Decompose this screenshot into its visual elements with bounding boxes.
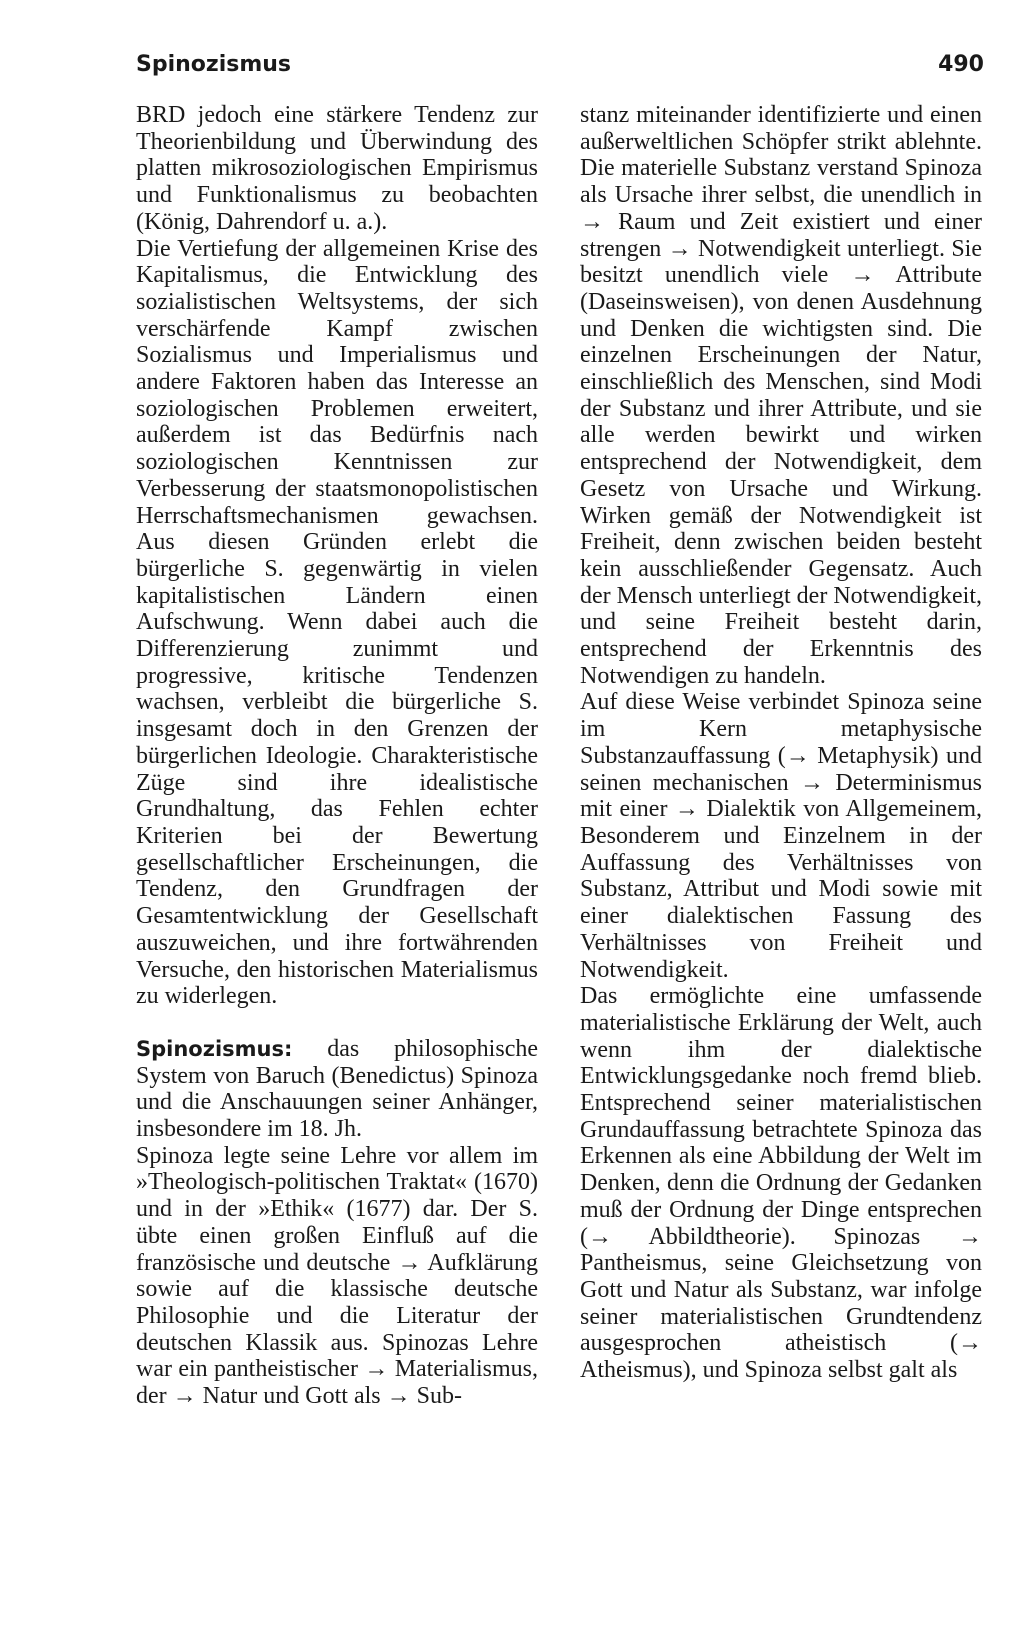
paragraph-continuation: BRD jedoch eine stärkere Tendenz zur Theorienbildung und Überwindung des platten mikrosoziologischen Empirismus und Funktionalismus zu beobachten (König, Dahrendorf u. a.). <box>136 102 538 235</box>
right-column <box>580 102 982 1384</box>
paragraph-spinoza-works: Spinoza legte seine Lehre vor allem im »Theologisch-politischen Traktat« (1670) und in der »Ethik« (1677) dar. Der S. übte einen großen Einfluß auf die französische und deutsche → Aufklärung sowie auf die klassische deutsche Philosophie und die Literatur der deutschen Klassik aus. Spinozas Lehre war ein pantheistischer → Materialismus, der → Natur und Gott als → Sub- <box>136 1142 538 1410</box>
entry-definition: das philosophische System von Baruch (Benedictus) Spinoza und die Anschauungen seiner Anhänger, insbesondere im 18. Jh. <box>136 1035 538 1143</box>
running-header <box>136 52 984 84</box>
entry-spinozismus <box>136 1036 538 1143</box>
entry-lemma: Spinozismus: <box>136 1036 293 1061</box>
page-number: 490 <box>938 52 984 77</box>
paragraph-materialism: Das ermöglichte eine umfassende materialistische Erklärung der Welt, auch wenn ihm der dialektische Entwicklungsgedanke noch fremd blieb. Entsprechend seiner materialistischen Grundauffassung betrachtete Spinoza das Erkennen als eine Abbildung der Welt im Denken, denn die Ordnung der Gedanken muß der Ordnung der Dinge entsprechen (→ Abbildtheorie). Spinozas → Pantheismus, seine Gleichsetzung von Gott und Natur als Substanz, war infolge seiner materialistischen Grundtendenz ausgesprochen atheistisch (→ Atheismus), und Spinoza selbst galt als <box>580 983 982 1384</box>
paragraph-substance: stanz miteinander identifizierte und einen außerweltlichen Schöpfer strikt ablehnte. Die materielle Substanz verstand Spinoza als Ursache ihrer selbst, die unendlich in → Raum und Zeit existiert und einer strengen → Notwendigkeit unterliegt. Sie besitzt unendlich viele → Attribute (Daseinsweisen), von denen Ausdehnung und Denken die wichtigsten sind. Die einzelnen Erscheinungen der Natur, einschließlich des Menschen, sind Modi der Substanz und ihrer Attribute, und sie alle werden bewirkt und wirken entsprechend der Notwendigkeit, dem Gesetz von Ursache und Wirkung. Wirken gemäß der Notwendigkeit ist Freiheit, denn zwischen beiden besteht kein ausschließender Gegensatz. Auch der Mensch unterliegt der Notwendigkeit, und seine Freiheit besteht darin, entsprechend der Erkenntnis des Notwendigen zu handeln. <box>580 102 982 689</box>
running-head-title: Spinozismus <box>136 52 292 77</box>
paragraph-dialectic: Auf diese Weise verbindet Spinoza seine im Kern metaphysische Substanzauffassung (→ Metaphysik) und seinen mechanischen → Determinismus mit einer → Dialektik von Allgemeinem, Besonderem und Einzelnem in der Auffassung des Verhältnisses von Substanz, Attribut und Modi sowie mit einer dialektischen Fassung des Verhältnisses von Freiheit und Notwendigkeit. <box>580 689 982 983</box>
entry-separator <box>136 1010 538 1036</box>
left-column <box>136 102 538 1410</box>
paragraph-crisis: Die Vertiefung der allgemeinen Krise des Kapitalismus, die Entwicklung des sozialistischen Weltsystems, der sich verschärfende Kampf zwischen Sozialismus und Imperialismus und andere Faktoren haben das Interesse an soziologischen Problemen erweitert, außerdem ist das Bedürfnis nach soziologischen Kenntnissen zur Verbesserung der staatsmonopolistischen Herrschaftsmechanismen gewachsen. Aus diesen Gründen erlebt die bürgerliche S. gegenwärtig in vielen kapitalistischen Ländern einen Aufschwung. Wenn dabei auch die Differenzierung zunimmt und progressive, kritische Tendenzen wachsen, verbleibt die bürgerliche S. insgesamt doch in den Grenzen der bürgerlichen Ideologie. Charakteristische Züge sind ihre idealistische Grundhaltung, das Fehlen echter Kriterien bei der Bewertung gesellschaftlicher Erscheinungen, die Tendenz, den Grundfragen der Gesamtentwicklung der Gesellschaft auszuweichen, und ihre fortwährenden Versuche, den historischen Materialismus zu widerlegen. <box>136 235 538 1010</box>
